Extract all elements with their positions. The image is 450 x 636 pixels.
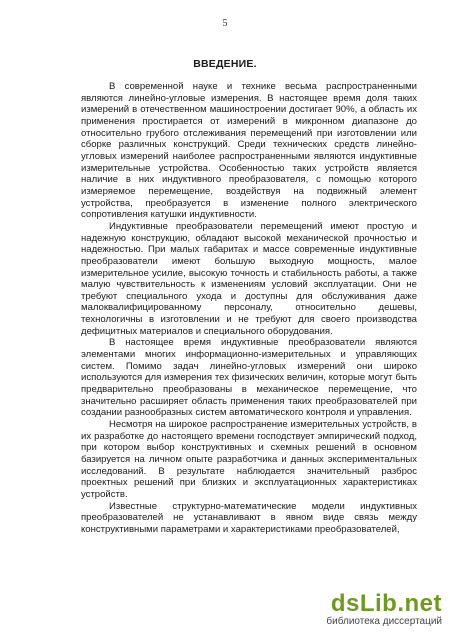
- watermark[interactable]: [326, 592, 442, 628]
- paragraph-5: Известные структурно-математические модели индуктивных преобразователей не устанавливают в явном виде связь между конструктивными параметрами и характеристиками преобразователей,: [81, 500, 417, 535]
- page-number: 5: [222, 18, 228, 29]
- watermark-logo: dsLib.net: [330, 590, 442, 617]
- section-heading: ВВЕДЕНИЕ.: [193, 58, 257, 70]
- paragraph-3: В настоящее время индуктивные преобразователи являются элементами многих информационно-измерительных и управляющих систем. Помимо задач линейно-угловых измерений они широко используются для измерения тех физических величин, которые могут быть предварительно преобразованы в механическое перемещение, что значительно расширяет область применения таких преобразователей при создании разнообразных систем автоматического контроля и управления.: [81, 337, 417, 419]
- paragraph-2: Индуктивные преобразователи перемещений имеют простую и надежную конструкцию, обладают высокой механической прочностью и надежностью. При малых габаритах и массе современные индуктивные преобразователи имеют большую выходную мощность, малое измерительное усилие, высокую точность и стабильность работы, а также малую чувствительность к изменениям условий эксплуатации. Они не требуют специального ухода и доступны для обслуживания даже малоквалифицированному персоналу, относительно дешевы, технологичны в изготовлении и не требуют для своего производства дефицитных материалов и специального оборудования.: [81, 220, 417, 337]
- watermark-subtitle: библиотека диссертаций: [326, 616, 442, 627]
- body-text: [81, 81, 417, 536]
- paragraph-1: В современной науке и технике весьма распространенными являются линейно-угловые измерения. В настоящее время доля таких измерений в отечественном машиностроении достигает 90%, а область их применения простирается от измерений в микронном диапазоне до относительно грубого отслеживания перемещений при изготовлении или сборке различных конструкций. Среди технических средств линейно-угловых измерений наиболее распространенными являются индуктивные измерительные устройства. Особенностью таких устройств является наличие в них индуктивного преобразователя, с помощью которого измеряемое перемещение, воздействуя на подвижный элемент устройства, преобразуется в изменение полного электрического сопротивления катушки индуктивности.: [81, 81, 417, 221]
- paragraph-4: Несмотря на широкое распространение измерительных устройств, в их разработке до настоящего времени господствует эмпирический подход, при котором выбор конструктивных и схемных решений в основном базируется на личном опыте разработчика и данных экспериментальных исследований. В результате наблюдается значительный разброс проектных решений при близких и эксплуатационных характеристиках устройств.: [81, 419, 417, 500]
